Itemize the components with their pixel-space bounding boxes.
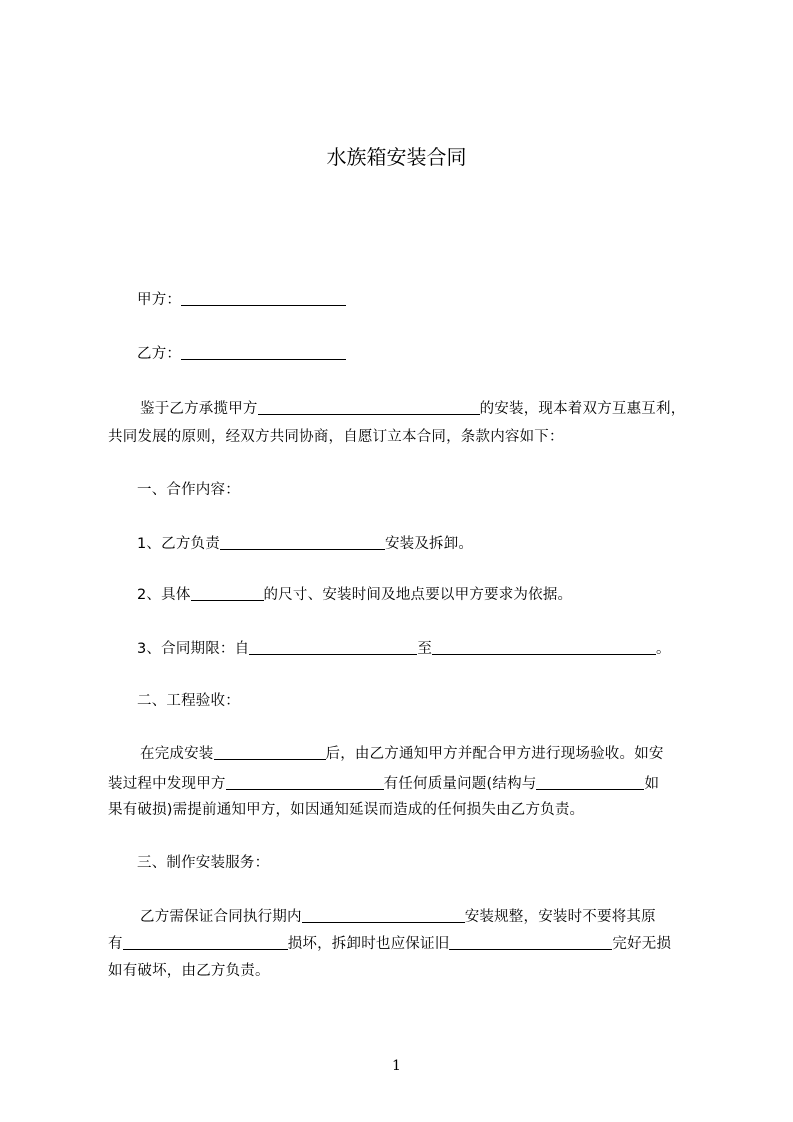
party-b-blank[interactable] xyxy=(181,345,346,360)
item-1-text-a: 1、乙方负责 xyxy=(137,536,220,552)
section-1-item-3 xyxy=(137,639,671,659)
s2-text-a: 在完成安装 xyxy=(140,746,214,762)
s3-text-d: 损坏，拆卸时也应保证旧 xyxy=(287,936,450,952)
s2-text-c: 装过程中发现甲方 xyxy=(108,776,226,792)
section-1-item-2 xyxy=(137,585,572,605)
s3-text-a: 乙方需保证合同执行期内 xyxy=(140,909,302,925)
item-1-blank[interactable] xyxy=(220,535,385,550)
s2-party-a-blank[interactable] xyxy=(226,775,384,790)
intro-line-2: 共同发展的原则，经双方共同协商，自愿订立本合同，条款内容如下： xyxy=(108,429,564,445)
item-2-blank[interactable] xyxy=(191,586,264,601)
intro-text-a: 鉴于乙方承揽甲方 xyxy=(140,401,258,417)
section-3-line-2 xyxy=(108,934,671,954)
s3-old-blank[interactable] xyxy=(449,935,612,950)
s2-text-b: 后，由乙方通知甲方并配合甲方进行现场验收。如安 xyxy=(325,746,664,762)
party-a-blank[interactable] xyxy=(181,291,346,306)
item-3-text-b: 至 xyxy=(417,641,433,657)
item-3-end-blank[interactable] xyxy=(432,640,656,655)
party-b-label: 乙方： xyxy=(137,346,182,362)
intro-blank[interactable] xyxy=(258,400,480,415)
section-2-line-1 xyxy=(140,744,664,764)
s3-text-e: 完好无损 xyxy=(612,936,672,952)
section-1-item-1 xyxy=(137,534,473,554)
document-title: 水族箱安装合同 xyxy=(326,145,467,169)
page-number: 1 xyxy=(392,1058,401,1074)
s3-original-blank[interactable] xyxy=(123,935,288,950)
section-2-line-3: 果有破损)需提前通知甲方，如因通知延误而造成的任何损失由乙方负责。 xyxy=(108,802,585,818)
section-1-heading: 一、合作内容： xyxy=(137,482,240,498)
s3-text-c: 有 xyxy=(108,936,123,952)
item-2-text-b: 的尺寸、安装时间及地点要以甲方要求为依据。 xyxy=(263,587,573,603)
s3-period-blank[interactable] xyxy=(302,908,465,923)
s2-structure-blank[interactable] xyxy=(536,775,644,790)
section-3-line-3: 如有破坏，由乙方负责。 xyxy=(108,963,270,979)
section-2-heading: 二、工程验收： xyxy=(137,693,240,709)
item-1-text-b: 安装及拆卸。 xyxy=(384,536,474,552)
section-3-line-1 xyxy=(140,907,656,927)
intro-line-1 xyxy=(140,399,685,419)
s2-install-blank[interactable] xyxy=(214,745,326,760)
s2-text-e: 如 xyxy=(644,776,660,792)
party-a-label: 甲方： xyxy=(137,292,182,308)
s2-text-d: 有任何质量问题(结构与 xyxy=(383,776,537,792)
intro-text-b: 的安装，现本着双方互惠互利， xyxy=(479,401,686,417)
item-3-text-a: 3、合同期限：自 xyxy=(137,641,250,657)
party-a-line xyxy=(137,290,346,310)
item-3-text-c: 。 xyxy=(656,641,671,657)
s3-text-b: 安装规整，安装时不要将其原 xyxy=(464,909,656,925)
section-2-line-2 xyxy=(108,774,659,794)
party-b-line xyxy=(137,344,346,364)
item-3-start-blank[interactable] xyxy=(249,640,417,655)
item-2-text-a: 2、具体 xyxy=(137,587,191,603)
section-3-heading: 三、制作安装服务： xyxy=(137,855,270,871)
